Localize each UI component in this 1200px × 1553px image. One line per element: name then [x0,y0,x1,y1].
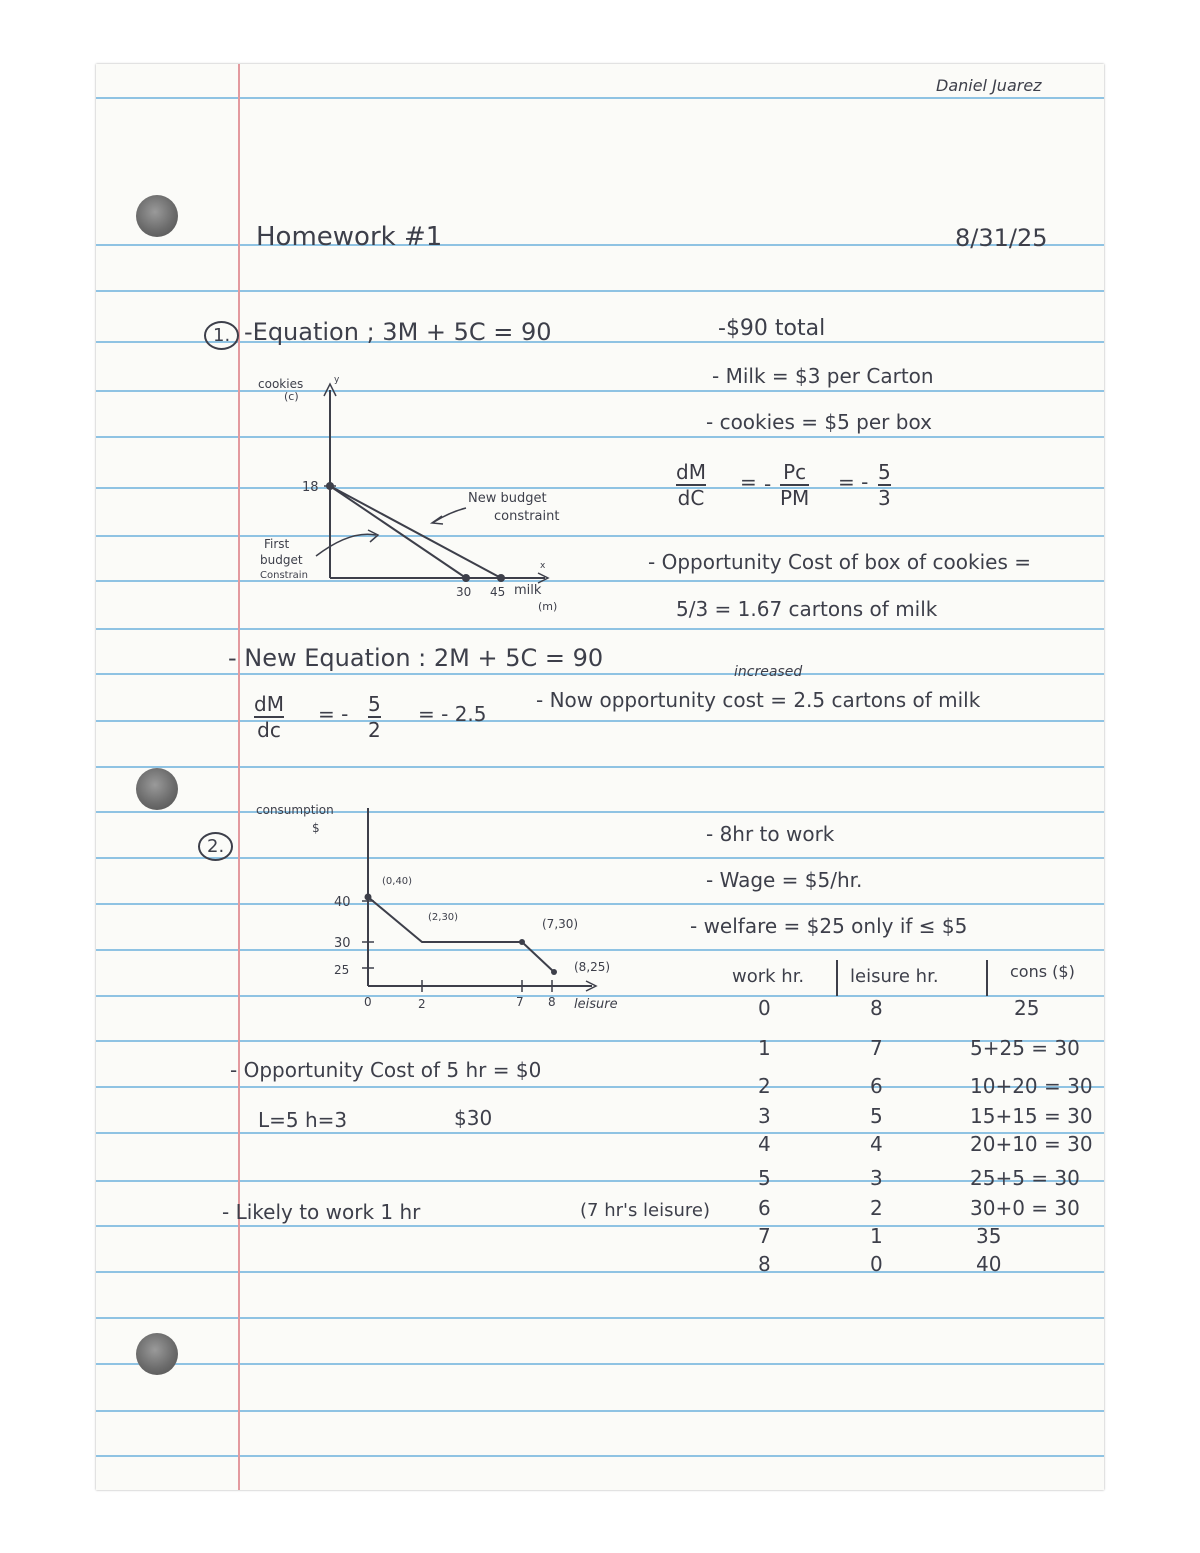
rule-line [96,290,1104,292]
rule-line [96,766,1104,768]
date: 8/31/25 [955,224,1048,252]
intercept-point [326,482,334,490]
opp-cost-5hr: - Opportunity Cost of 5 hr = $0 [230,1058,542,1082]
note-cookie-price: - cookies = $5 per box [706,410,932,434]
new-budget-arrow [434,508,466,522]
rule-line [96,1271,1104,1273]
y-axis-label: cookies [258,377,304,391]
table-cell-work: 1 [758,1036,771,1060]
rule-line [96,1040,1104,1042]
table-cell-work: 6 [758,1196,771,1220]
page-title: Homework #1 [256,222,443,252]
y-tick-18: 18 [302,480,319,495]
new-opp-cost: - Now opportunity cost = 2.5 cartons of milk [536,688,981,712]
rule-line [96,1086,1104,1088]
first-budget-arrow [316,534,376,556]
point-label-0-40: (0,40) [382,876,413,887]
increased-note: increased [734,664,803,680]
y-axis-sub: (c) [284,390,299,403]
table-divider-1 [836,960,838,996]
rule-line [96,673,1104,675]
x-tick-8: 8 [548,995,556,1009]
note-total: -$90 total [718,316,826,341]
new-deriv-num: dM [254,692,284,716]
opp-cost-line-1: - Opportunity Cost of box of cookies = [648,550,1031,574]
likely-work: - Likely to work 1 hr [222,1200,421,1224]
deriv-equals-1: = [740,470,757,494]
new-deriv-result: = - 2.5 [418,702,487,726]
table-cell-work: 3 [758,1104,771,1128]
table-divider-2 [986,960,988,996]
table-cell-cons: 15+15 = 30 [970,1104,1093,1128]
y-tick-25: 25 [334,963,350,977]
deriv-den: dC [677,486,705,510]
new-slope-num: 5 [368,692,381,716]
x-axis-mark: x [540,561,546,571]
point-label-8-25: (8,25) [574,960,611,974]
rule-line [96,1455,1104,1457]
note-wage: - Wage = $5/hr. [706,868,863,892]
new-budget-label-2: constraint [494,509,560,524]
new-deriv-slope [368,692,381,742]
rule-line [96,720,1104,722]
note-work-hours: - 8hr to work [706,822,835,846]
table-cell-leisure: 8 [870,996,883,1020]
point-label-7-30: (7,30) [542,917,579,931]
table-cell-work: 0 [758,996,771,1020]
deriv-equals-2: = - [838,470,869,494]
first-budget-label-2: budget [260,553,303,567]
problem-1-number: 1. [204,321,239,350]
new-deriv-den: dc [257,718,281,742]
table-cell-cons: 25 [1014,996,1040,1020]
new-deriv-equals: = - [318,702,349,726]
table-cell-work: 8 [758,1252,771,1276]
first-budget-label-1: First [264,537,290,551]
table-cell-work: 7 [758,1224,771,1248]
likely-leisure: (7 hr's leisure) [580,1200,711,1221]
note-milk-price: - Milk = $3 per Carton [712,364,934,388]
x-axis-sub: (m) [538,600,558,613]
deriv-num: dM [676,460,706,484]
table-cell-cons: 5+25 = 30 [970,1036,1080,1060]
table-cell-cons: 10+20 = 30 [970,1074,1093,1098]
point-0-40 [365,894,372,901]
rule-line [96,1317,1104,1319]
x-tick-2: 2 [418,997,426,1011]
table-cell-leisure: 3 [870,1166,883,1190]
rule-line [96,1363,1104,1365]
deriv-minus-1: - [764,472,772,496]
labor-leisure-graph [240,796,640,1026]
table-cell-cons: 30+0 = 30 [970,1196,1080,1220]
notebook-page [96,64,1104,1490]
new-budget-label-1: New budget [468,491,547,506]
first-budget-arrowhead [368,530,378,542]
table-cell-leisure: 1 [870,1224,883,1248]
author-name: Daniel Juarez [936,76,1042,95]
table-cell-cons: 25+5 = 30 [970,1166,1080,1190]
y-axis-label: consumption [256,803,334,817]
deriv-dm-dc [676,460,706,510]
y-axis-sub: $ [312,821,320,835]
point-7-30 [519,939,525,945]
x-tick-45: 45 [490,585,506,599]
margin-line [238,64,240,1490]
point-label-2-30: (2,30) [428,912,459,923]
table-header-work: work hr. [732,966,805,987]
first-budget-line [330,486,466,578]
table-cell-cons: 35 [976,1224,1002,1248]
price-milk: PM [780,486,810,510]
x-tick-0: 0 [364,995,372,1009]
x-tick-30: 30 [456,585,472,599]
slope-num: 5 [878,460,891,484]
table-cell-cons: 20+10 = 30 [970,1132,1093,1156]
x-tick-7: 7 [516,995,524,1009]
y-tick-40: 40 [334,895,351,910]
y-tick-30: 30 [334,936,351,951]
table-header-leisure: leisure hr. [850,966,939,987]
table-header-cons: cons ($) [1010,962,1075,981]
table-cell-work: 4 [758,1132,771,1156]
point-30 [462,574,470,582]
x-axis-label: leisure [574,997,618,1012]
point-8-25 [551,969,557,975]
x-axis-label: milk [514,583,542,598]
table-cell-leisure: 7 [870,1036,883,1060]
punch-hole-bottom [136,1333,178,1375]
table-cell-cons: 40 [976,1252,1002,1276]
new-deriv-dm-dc [254,692,284,742]
deriv-price-ratio [780,460,809,510]
l-h-consumption: $30 [454,1106,493,1130]
budget-line [368,897,554,972]
deriv-slope [878,460,891,510]
y-axis-mark: y [334,375,340,385]
opp-cost-line-2: 5/3 = 1.67 cartons of milk [676,597,938,621]
slope-den: 3 [878,486,891,510]
note-welfare: - welfare = $25 only if ≤ $5 [690,914,968,938]
new-slope-den: 2 [368,718,381,742]
budget-constraint-graph [240,370,600,630]
table-cell-leisure: 2 [870,1196,883,1220]
price-cookies: Pc [783,460,807,484]
table-cell-work: 5 [758,1166,771,1190]
table-cell-leisure: 0 [870,1252,883,1276]
problem-1-equation: -Equation ; 3M + 5C = 90 [244,318,552,346]
table-cell-work: 2 [758,1074,771,1098]
new-budget-arrowhead [432,516,443,524]
table-cell-leisure: 6 [870,1074,883,1098]
l-h-values: L=5 h=3 [258,1108,348,1132]
rule-line [96,1225,1104,1227]
punch-hole-top [136,195,178,237]
rule-line [96,244,1104,246]
problem-2-number: 2. [198,832,233,861]
punch-hole-middle [136,768,178,810]
point-45 [497,574,505,582]
rule-line [96,97,1104,99]
first-budget-label-3: Constrain [260,570,308,581]
new-equation: - New Equation : 2M + 5C = 90 [228,644,604,672]
table-cell-leisure: 5 [870,1104,883,1128]
rule-line [96,1410,1104,1412]
rule-line [96,1132,1104,1134]
table-cell-leisure: 4 [870,1132,883,1156]
rule-line [96,1180,1104,1182]
